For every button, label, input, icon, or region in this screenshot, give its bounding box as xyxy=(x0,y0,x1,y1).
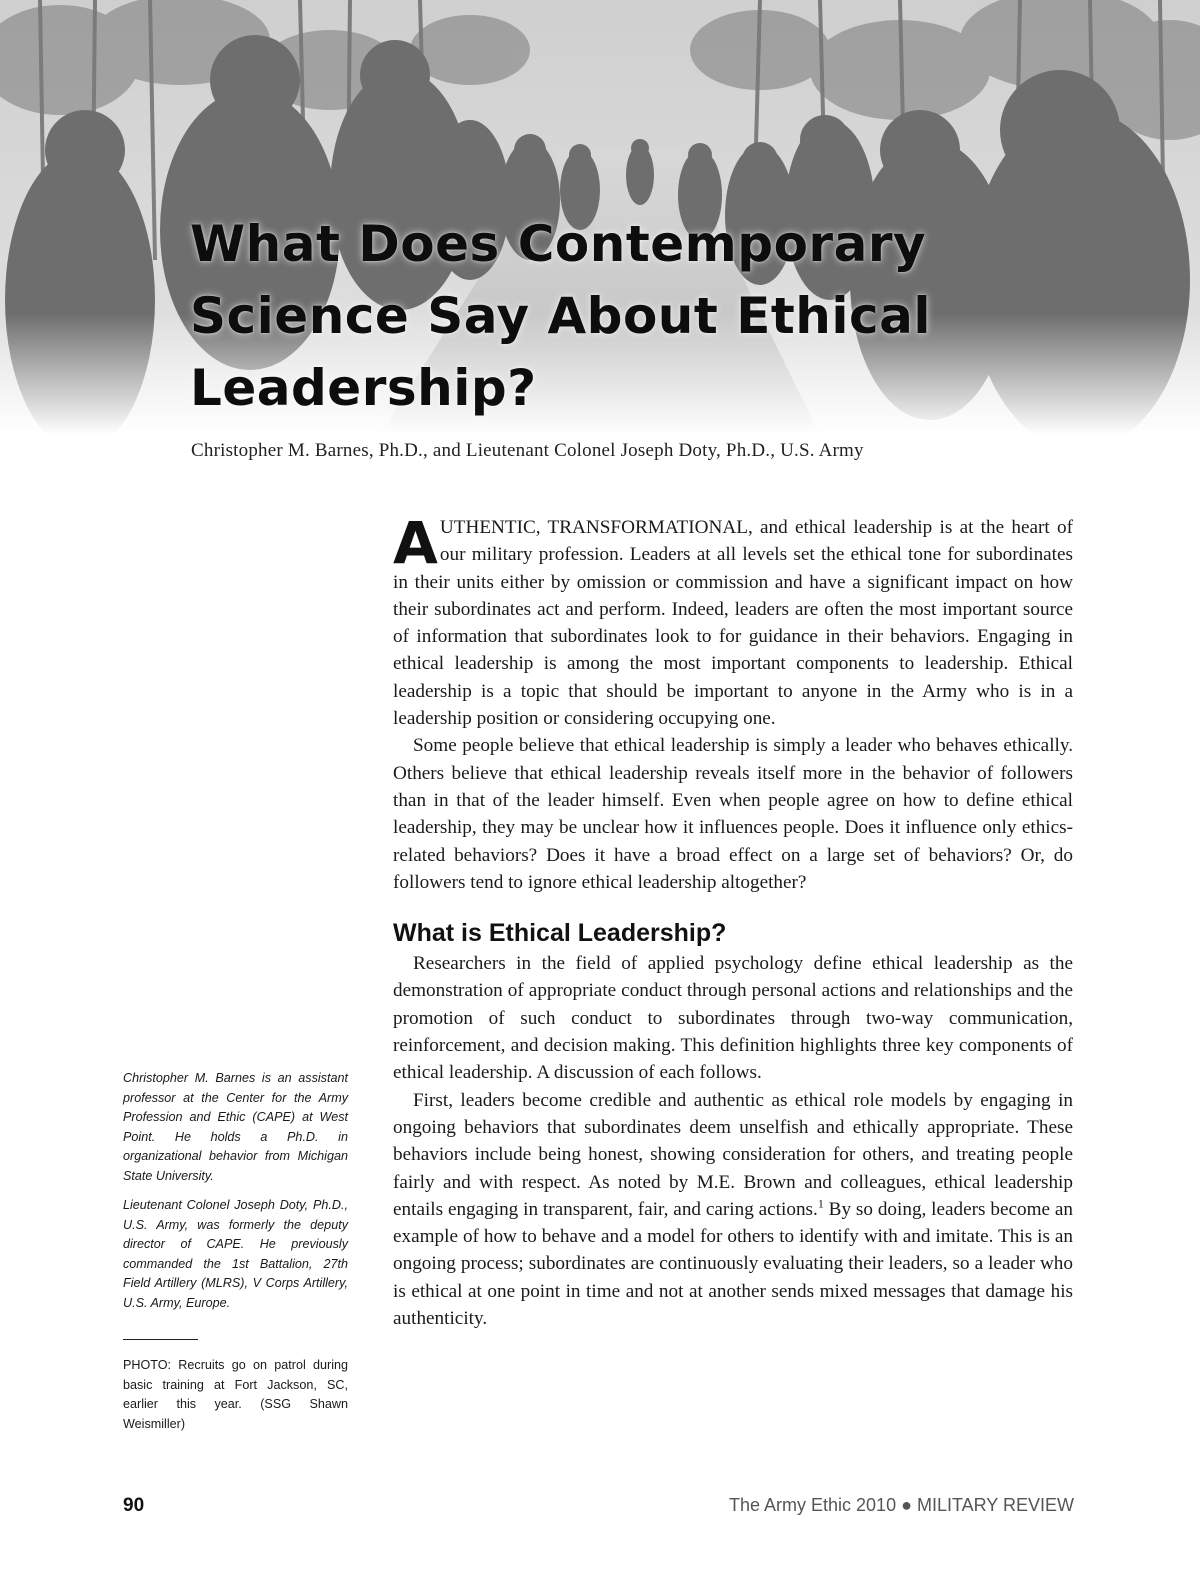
paragraph-4-text-a: First, leaders become credible and authentic as ethical role models by engaging in ongoing behaviors that subordinates deem unselfish and ethically appropriate. These behaviors include being honest, showing consideration for others, and treating people fairly and with respect. As noted by M.E. Brown and colleagues, ethical leadership entails engaging in transparent, fair, and caring actions. xyxy=(393,1089,1073,1220)
paragraph-4 xyxy=(393,1087,1073,1333)
footnote-ref[interactable]: 1 xyxy=(817,1196,824,1211)
title-line-1: What Does Contemporary xyxy=(190,215,927,273)
paragraph-1-text: UTHENTIC, TRANSFORMATIONAL, and ethical leadership is at the heart of our military profession. Leaders at all levels set the ethical tone for subordinates in their units either by omission or commission and have a significant impact on how their subordinates act and perform. Indeed, leaders are often the most important source of information that subordinates look to for guidance in their behaviors. Engaging in ethical leadership is among the most important components to leadership. Ethical leadership is a topic that should be important to anyone in the Army who is in a leadership position or considering occupying one. xyxy=(393,517,1073,730)
author-sidebar xyxy=(123,1069,348,1444)
byline: Christopher M. Barnes, Ph.D., and Lieutenant Colonel Joseph Doty, Ph.D., U.S. Army xyxy=(191,440,864,461)
author-bio-doty: Lieutenant Colonel Joseph Doty, Ph.D., U.S. Army, was formerly the deputy director of CAPE. He previously commanded the 1st Battalion, 27th Field Artillery (MLRS), V Corps Artillery, U.S. Army, Europe. xyxy=(123,1198,348,1310)
photo-caption: PHOTO: Recruits go on patrol during basic training at Fort Jackson, SC, earlier this year. (SSG Shawn Weismiller) xyxy=(123,1358,348,1431)
drop-cap: A xyxy=(393,509,438,577)
sidebar-divider xyxy=(123,1339,198,1340)
paragraph-4-text-b: By so doing, leaders become an example of how to behave and a model for others to identify with and imitate. This is an ongoing process; subordinates are continuously evaluating their leaders, so a leader who is ethical at one point in time and not at another sends mixed messages that damage his authenticity. xyxy=(393,1198,1073,1330)
running-footer: The Army Ethic 2010 ● MILITARY REVIEW xyxy=(729,1495,1074,1515)
title-line-2: Science Say About Ethical xyxy=(190,287,932,345)
paragraph-3: Researchers in the field of applied psychology define ethical leadership as the demonstration of appropriate conduct through personal actions and relationships and the promotion of such conduct to subordinates through two-way communication, reinforcement, and decision making. This definition highlights three key components of ethical leadership. A discussion of each follows. xyxy=(393,953,1073,1084)
paragraph-2: Some people believe that ethical leadership is simply a leader who behaves ethically. Others believe that ethical leadership reveals itself more in the behavior of followers than in that of the leader himself. Even when people agree on how to define ethical leadership, they may be unclear how it influences people. Does it influence only ethics-related behaviors? Does it have a broad effect on a large set of behaviors? Or, do followers tend to ignore ethical leadership altogether? xyxy=(393,735,1073,893)
section-heading: What is Ethical Leadership? xyxy=(393,919,727,948)
paragraph-1 xyxy=(393,509,1073,732)
title-line-3: Leadership? xyxy=(190,359,537,417)
article-body xyxy=(393,509,1073,1332)
page-number: 90 xyxy=(123,1495,145,1516)
author-bio-barnes: Christopher M. Barnes is an assistant professor at the Center for the Army Profession and Ethic (CAPE) at West Point. He holds a Ph.D. in organizational behavior from Michigan State University. xyxy=(123,1071,348,1183)
article-title xyxy=(190,208,1090,424)
